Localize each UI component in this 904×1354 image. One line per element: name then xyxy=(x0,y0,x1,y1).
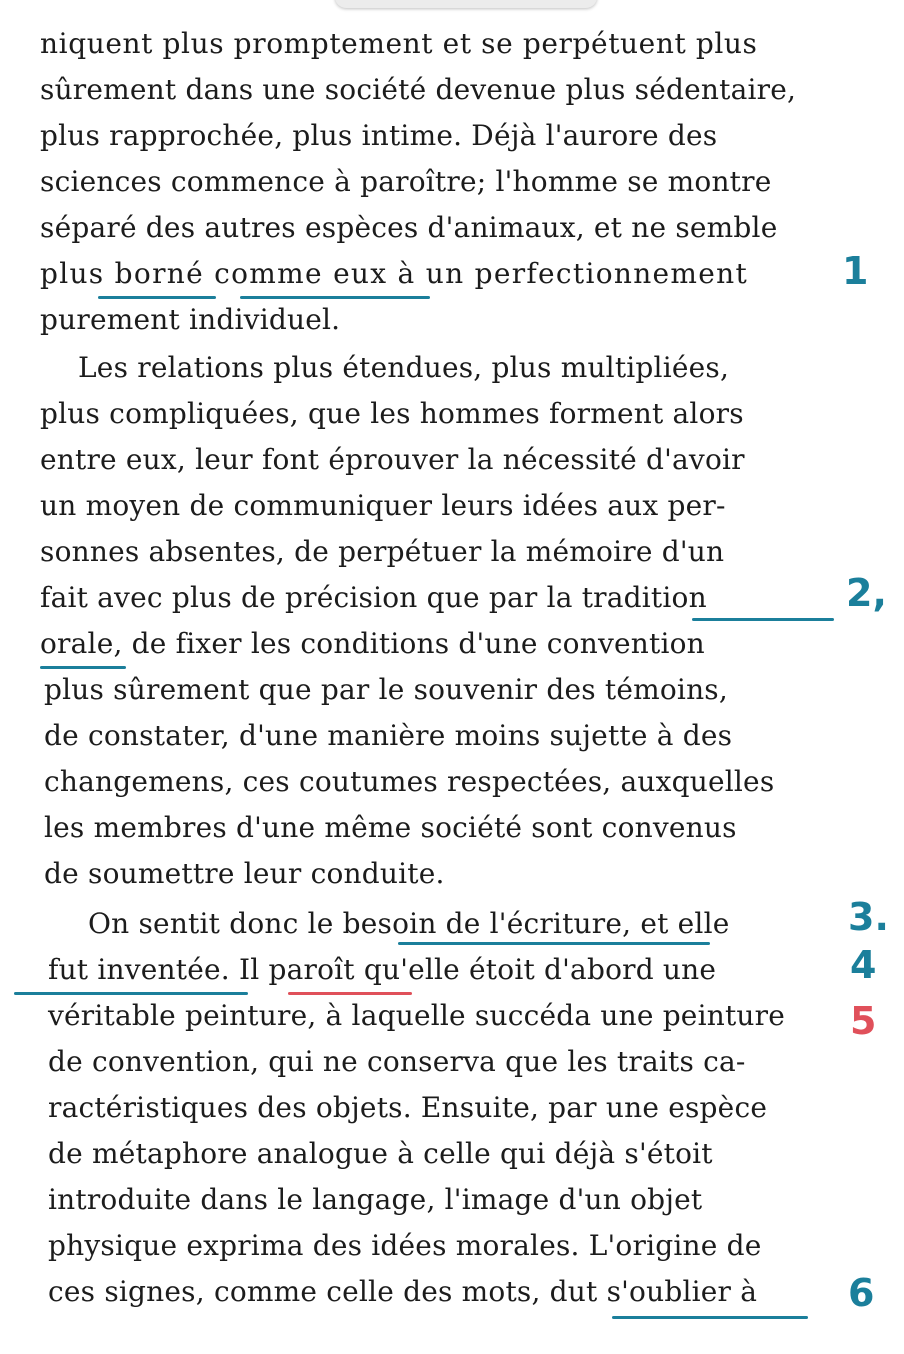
annotation-number: 2, xyxy=(846,571,887,615)
text-line: de constater, d'une manière moins sujette à des xyxy=(44,719,733,752)
text-line: niquent plus promptement et se perpétuent plus xyxy=(40,27,758,60)
text-line: séparé des autres espèces d'animaux, et ne semble xyxy=(40,211,778,244)
text-line: plus compliquées, que les hommes forment alors xyxy=(40,397,744,430)
annotation-number: 3. xyxy=(848,895,889,939)
text-line: physique exprima des idées morales. L'origine de xyxy=(48,1229,762,1262)
text-line: véritable peinture, à laquelle succéda une peinture xyxy=(48,999,786,1032)
text-line: purement individuel. xyxy=(40,303,341,336)
text-line: orale, de fixer les conditions d'une convention xyxy=(40,627,705,660)
underline-mark xyxy=(398,942,710,945)
text-line: sciences commence à paroître; l'homme se montre xyxy=(40,165,772,198)
text-line: sûrement dans une société devenue plus sédentaire, xyxy=(40,73,797,106)
text-line: changemens, ces coutumes respectées, auxquelles xyxy=(44,765,775,798)
text-line: plus sûrement que par le souvenir des témoins, xyxy=(44,673,728,706)
underline-mark xyxy=(98,296,216,299)
text-line: On sentit donc le besoin de l'écriture, et elle xyxy=(88,907,730,940)
underline-mark xyxy=(612,1316,808,1319)
annotation-number: 4 xyxy=(850,943,877,987)
annotation-number: 1 xyxy=(842,249,869,293)
text-line: introduite dans le langage, l'image d'un objet xyxy=(48,1183,703,1216)
text-line: de convention, qui ne conserva que les traits ca- xyxy=(48,1045,746,1078)
annotation-number: 5 xyxy=(850,999,877,1043)
text-line: fut inventée. Il paroît qu'elle étoit d'abord une xyxy=(48,953,717,986)
text-line: ces signes, comme celle des mots, dut s'oublier à xyxy=(48,1275,758,1308)
text-line: les membres d'une même société sont convenus xyxy=(44,811,737,844)
text-line: un moyen de communiquer leurs idées aux per- xyxy=(40,489,726,522)
underline-mark xyxy=(14,992,248,995)
underline-mark xyxy=(288,992,412,995)
annotation-number: 6 xyxy=(848,1271,875,1315)
underline-mark xyxy=(240,296,430,299)
underline-mark xyxy=(692,618,834,621)
text-line: plus rapprochée, plus intime. Déjà l'aurore des xyxy=(40,119,718,152)
text-line: fait avec plus de précision que par la tradition xyxy=(40,581,707,614)
underline-mark xyxy=(40,666,126,669)
text-line: plus borné comme eux à un perfectionnement xyxy=(40,257,749,290)
text-line: Les relations plus étendues, plus multipliées, xyxy=(78,351,730,384)
text-line: de soumettre leur conduite. xyxy=(44,857,445,890)
text-line: entre eux, leur font éprouver la nécessité d'avoir xyxy=(40,443,745,476)
text-line: ractéristiques des objets. Ensuite, par une espèce xyxy=(48,1091,768,1124)
text-line: de métaphore analogue à celle qui déjà s'étoit xyxy=(48,1137,713,1170)
text-line: sonnes absentes, de perpétuer la mémoire d'un xyxy=(40,535,725,568)
